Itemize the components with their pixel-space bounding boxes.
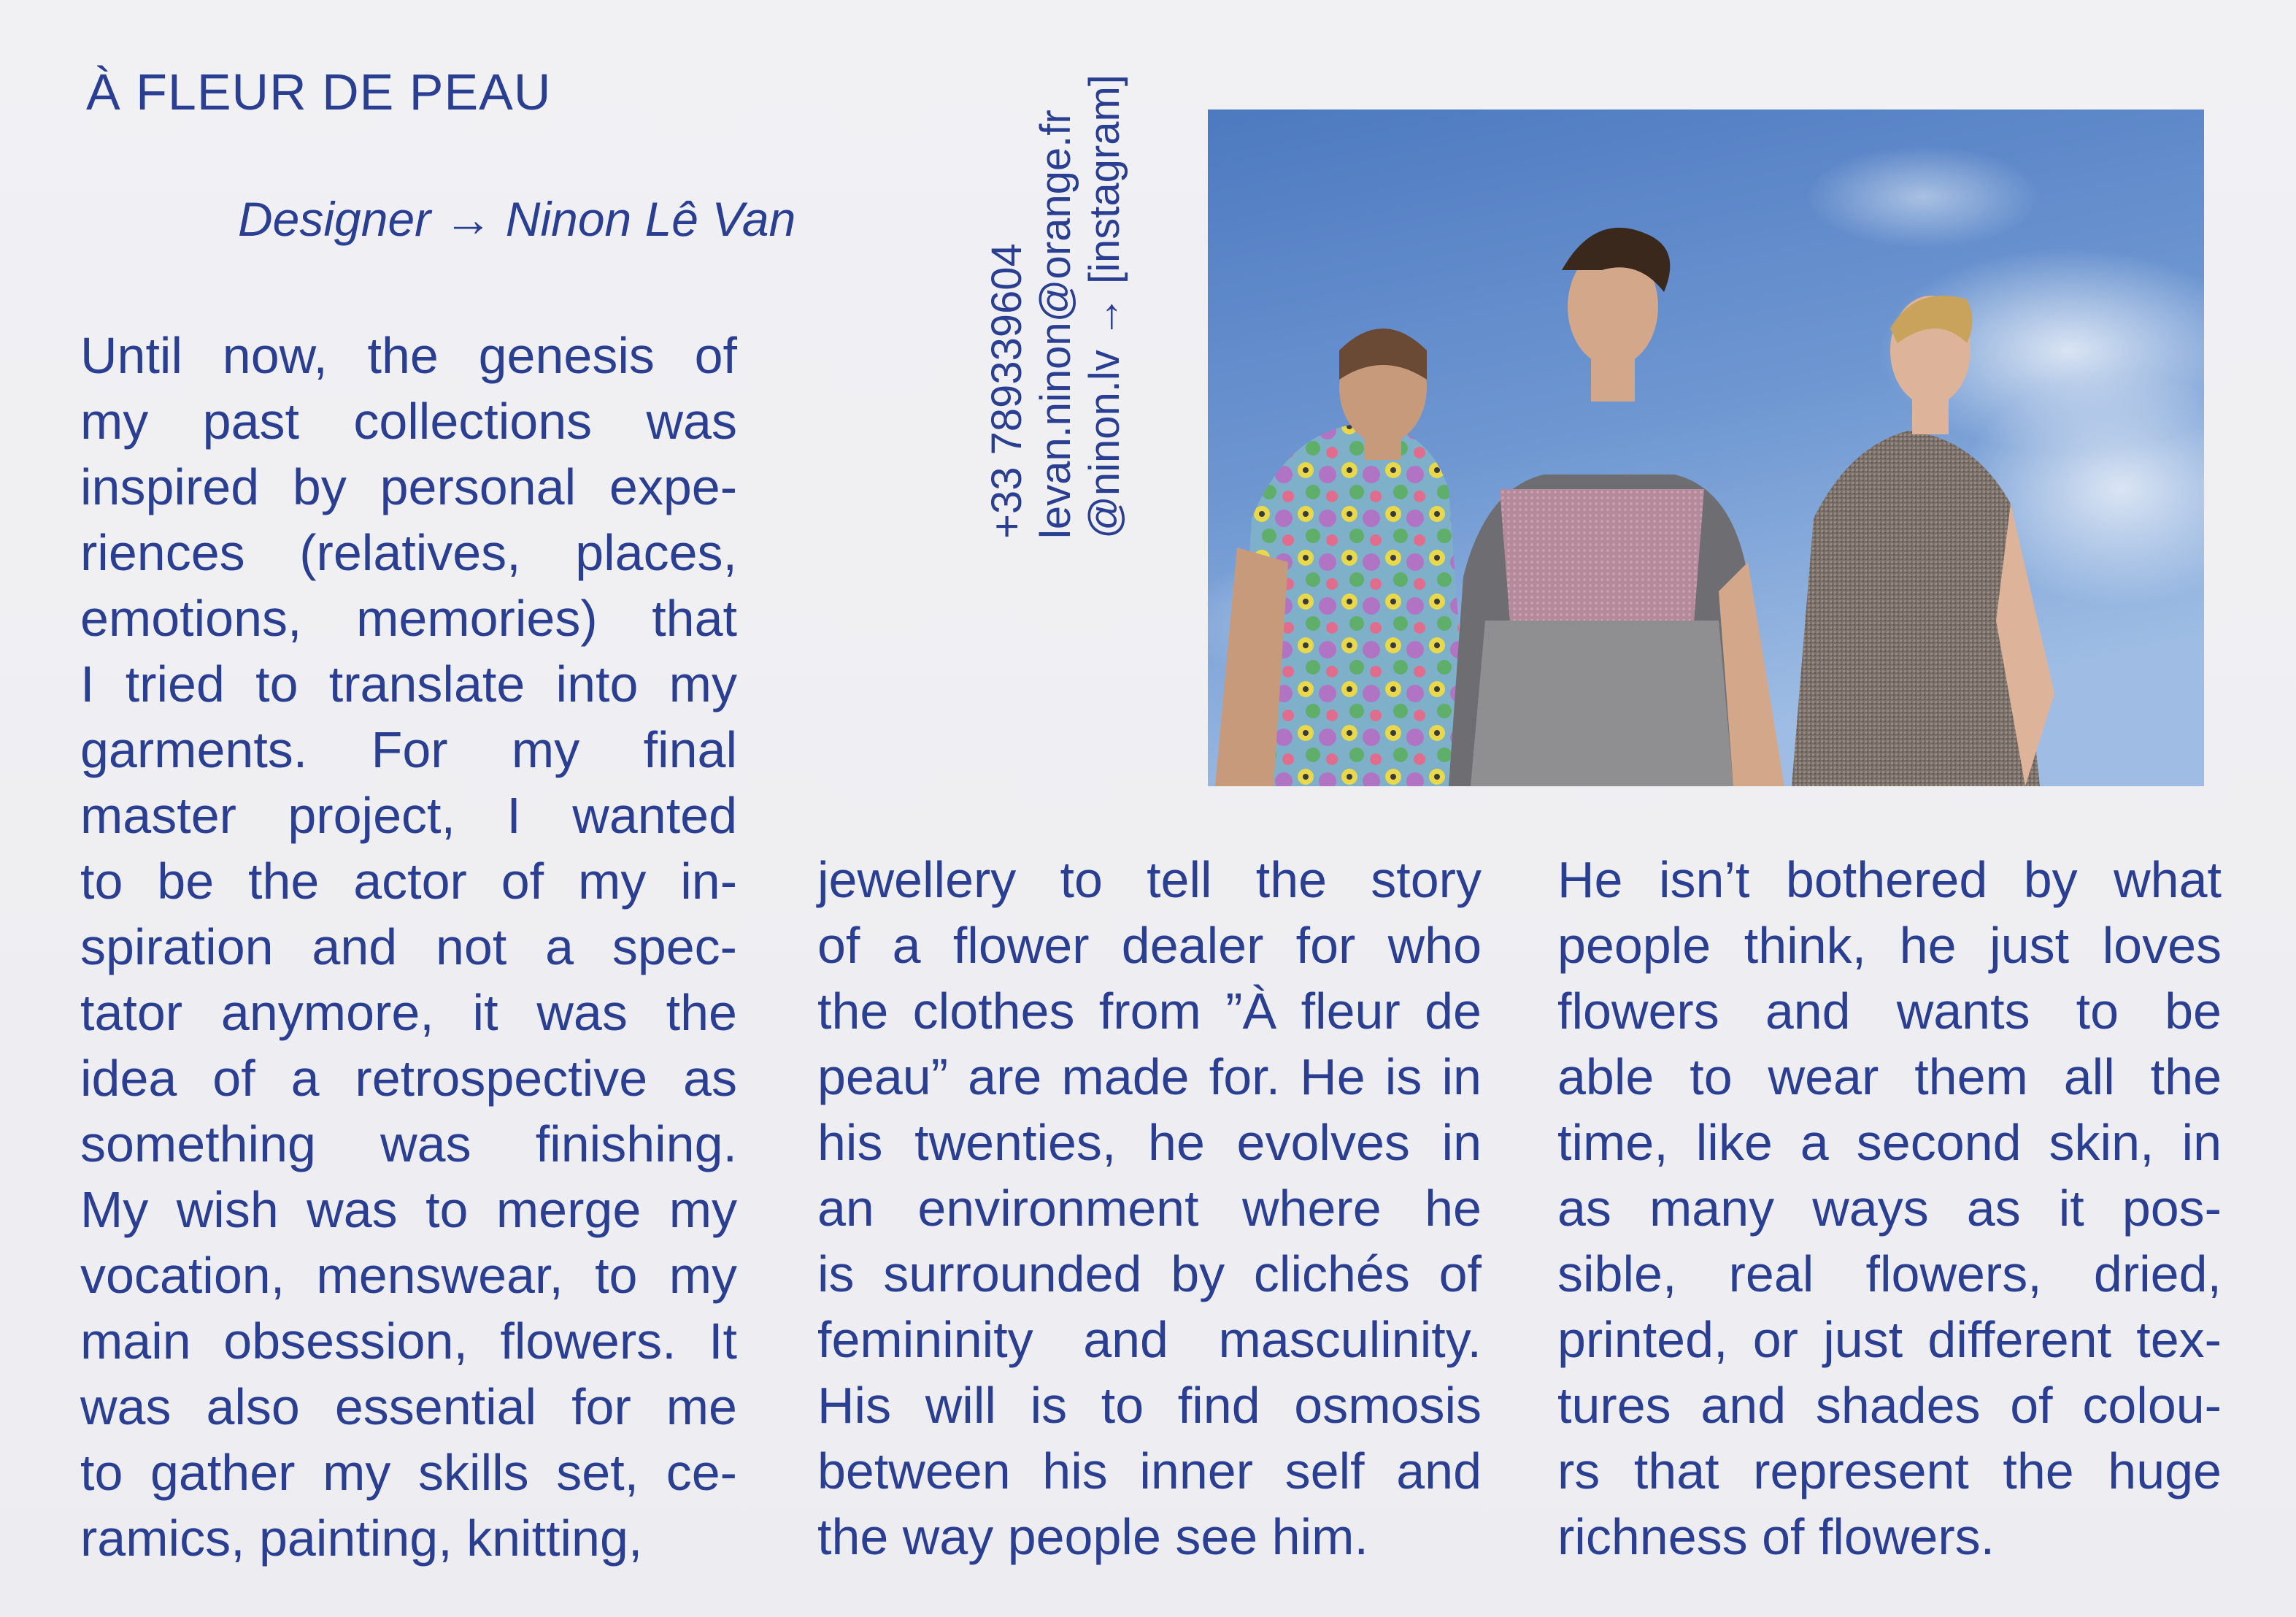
text-line: to be the actor of my in- <box>80 853 737 910</box>
text-line: ramics, painting, knitting, <box>80 1510 643 1567</box>
text-line: femininity and masculinity. <box>817 1311 1482 1368</box>
text-line: something was finishing. <box>80 1115 737 1172</box>
text-line: I tried to translate into my <box>80 656 737 713</box>
text-line: peau” are made for. He is in <box>817 1048 1482 1105</box>
text-line: the clothes from ”À fleur de <box>817 983 1482 1040</box>
text-line: Until now, the genesis of <box>80 327 737 384</box>
text-line: of a flower dealer for who <box>817 917 1482 974</box>
text-line: inspired by personal expe- <box>80 458 737 515</box>
text-line: able to wear them all the <box>1557 1048 2222 1105</box>
text-line: sible, real flowers, dried, <box>1557 1245 2222 1302</box>
text-column-1 <box>80 323 737 1571</box>
lookbook-photo-illustration <box>1208 110 2204 786</box>
text-line: his twenties, he evolves in <box>817 1114 1482 1171</box>
designer-credit: Designer → Ninon Lê Van <box>238 192 796 246</box>
contact-instagram: @ninon.lv → [instagram] <box>1081 74 1128 539</box>
text-line: main obsession, flowers. It <box>80 1313 737 1370</box>
text-line: an environment where he <box>817 1180 1482 1237</box>
text-line: jewellery to tell the story <box>817 851 1482 908</box>
text-line: My wish was to merge my <box>80 1181 737 1238</box>
text-line: spiration and not a spec- <box>80 918 737 975</box>
text-line: idea of a retrospective as <box>80 1050 737 1107</box>
text-line: time, like a second skin, in <box>1557 1114 2222 1171</box>
contact-email: levan.ninon@orange.fr <box>1032 110 1079 539</box>
text-line: my past collections was <box>80 393 737 450</box>
text-line: the way people see him. <box>817 1508 1368 1565</box>
text-column-2 <box>817 847 1482 1570</box>
contact-phone: +33 789339604 <box>983 243 1030 539</box>
text-line: is surrounded by clichés of <box>817 1245 1482 1302</box>
text-line: as many ways as it pos- <box>1557 1180 2222 1237</box>
text-line: was also essential for me <box>80 1378 737 1435</box>
text-line: riences (relatives, places, <box>80 524 737 581</box>
text-line: printed, or just different tex- <box>1557 1311 2222 1368</box>
text-line: to gather my skills set, ce- <box>80 1444 737 1501</box>
text-line: garments. For my final <box>80 721 737 778</box>
text-line: people think, he just loves <box>1557 917 2222 974</box>
text-line: richness of flowers. <box>1557 1508 1995 1565</box>
text-column-3 <box>1557 847 2222 1570</box>
text-line: vocation, menswear, to my <box>80 1247 737 1304</box>
text-line: flowers and wants to be <box>1557 983 2222 1040</box>
text-line: His will is to find osmosis <box>817 1377 1482 1434</box>
contact-block <box>982 72 1130 539</box>
text-line: between his inner self and <box>817 1443 1482 1499</box>
text-line: emotions, memories) that <box>80 590 737 647</box>
text-line: tures and shades of colou- <box>1557 1377 2222 1434</box>
text-line: tator anymore, it was the <box>80 984 737 1041</box>
page-title: À FLEUR DE PEAU <box>86 64 552 120</box>
text-line: master project, I wanted <box>80 787 737 844</box>
lookbook-photo <box>1208 110 2204 786</box>
text-line: rs that represent the huge <box>1557 1443 2222 1499</box>
text-line: He isn’t bothered by what <box>1557 851 2222 908</box>
